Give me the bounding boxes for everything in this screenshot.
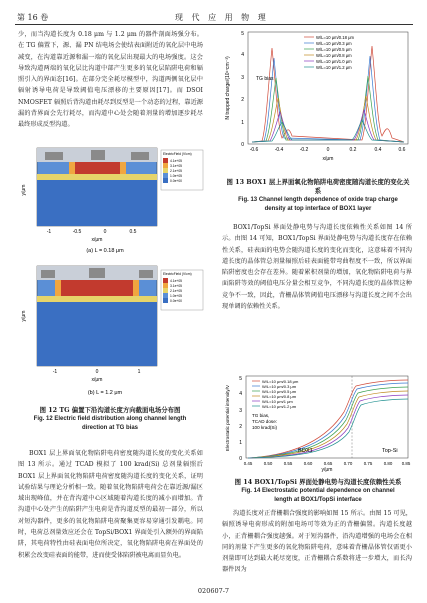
x-tick: 0.2 <box>349 147 357 153</box>
legend-value: 4.1e+05 <box>170 159 183 163</box>
x-tick: 0.55 <box>283 461 293 466</box>
legend-entry: W/L=10 μm/0.5 μm <box>316 47 352 52</box>
legend-entry: W/L=10 μm/0.8 μm <box>262 394 297 399</box>
legend-entry: W/L=10 μm/1.2 μm <box>316 65 352 70</box>
y-tick: 1 <box>239 440 242 446</box>
running-header <box>15 10 413 25</box>
legend-entry: W/L=10 μm/0.8 μm <box>316 53 352 58</box>
y-tick: 0 <box>239 456 242 462</box>
journal-title: 现 代 应 用 物 理 <box>175 13 269 22</box>
x-tick: -0.6 <box>249 147 259 153</box>
annotation-line: TCAD dose: <box>252 419 278 424</box>
paragraph: 少，而当沟道长度为 0.18 μm 与 1.2 μm 的器件剖面场强分布。在 TG 偏置下，源、漏 PN 结电场会使结表面附近的氧化层中电场减变，在沟道靠近源和漏一端的氧化层出现最大的电场强度。这会导致沟道两端的氧化层比沟道中部产生更多的氧化层陷阱电荷和辐照引入的界面态[16]。在部分完全耗尽模型中，沟道两侧氧化层中辐射诱导电荷是导致阈值电压漂移的主要原因[17]。而 DSOI NMOSFET 辐照后背沟道由耗尽到反型是一个动态的过程，靠近源漏的背界面会先行耗尽，而沟道中心处会随着剂量的增加逐步耗尽最终形成反型沟道。 <box>18 31 203 129</box>
x-tick: 0 <box>103 229 107 235</box>
y-tick: 1 <box>241 120 244 126</box>
legend-entry: W/L=10 μm/1 μm <box>262 399 293 404</box>
x-tick: -0.5 <box>72 229 82 235</box>
legend-title: ElectricField (V/cm) <box>163 272 192 276</box>
legend-value: 1.0e+05 <box>170 174 183 178</box>
y-axis-label: y/μm <box>21 310 27 322</box>
legend-value: 0.0e+00 <box>170 179 183 183</box>
legend-entry: W/L=10 μm/0.3 μm <box>262 384 297 389</box>
figure-13 <box>222 28 414 218</box>
x-tick: 0.45 <box>243 461 253 466</box>
panel-label: (b) L = 1.2 μm <box>87 390 123 396</box>
right-column-mid-text <box>222 222 412 312</box>
figure-14-caption-en-2: length at BOX1/TopSi interface <box>274 497 362 503</box>
x-tick: -1 <box>46 229 52 235</box>
annotation-line: 100 krad(Si) <box>252 425 278 430</box>
y-axis-label: y/μm <box>21 184 27 196</box>
region-label-topsi: Top-Si <box>382 448 398 454</box>
x-tick: 0.60 <box>303 461 313 466</box>
x-axis-label: y/μm <box>321 467 333 472</box>
x-axis-label: x/μm <box>91 377 103 383</box>
legend-entry: W/L=10 μm/1.2 μm <box>262 404 297 409</box>
y-tick: 4 <box>241 52 244 58</box>
figure-14-caption-cn: 图 14 BOX1/TopSi 界面处静电势与沟道长度依赖性关系 <box>234 478 402 486</box>
x-tick: 0.4 <box>374 147 382 153</box>
figure-13-caption-en-1: Fig. 13 Channel length dependence of oxide trap charge <box>238 197 398 203</box>
legend-entry: W/L=10 μm/1.0 μm <box>316 59 352 64</box>
figure-12 <box>15 140 205 430</box>
legend-value: 4.1e+05 <box>170 279 183 283</box>
annotation-line: TG bias, <box>252 413 270 418</box>
legend-value: 3.1e+05 <box>170 164 183 168</box>
x-tick: 0.5 <box>129 229 137 235</box>
x-tick: 0.80 <box>383 461 393 466</box>
legend-value: 1.0e+05 <box>170 294 183 298</box>
page-footer: 020607-7 <box>197 587 230 595</box>
figure-13-caption-en-2: density at top interface of BOX1 layer <box>264 206 372 212</box>
fig12-panel-a <box>21 148 203 254</box>
y-tick: 2 <box>239 424 242 430</box>
legend-title: ElectricField (V/cm) <box>163 152 192 156</box>
y-axis-label: Electrostatic potential intensity/V <box>225 384 230 452</box>
legend-value: 2.1e+05 <box>170 169 183 173</box>
y-tick: 3 <box>239 408 242 414</box>
annotation: TG bias <box>256 76 274 82</box>
paragraph: BOX1 层上界面氧化物陷阱电荷密度随沟道长度的变化关系如图 13 所示。通过 TCAD 模拟了 100 krad(Si) 总剂量辐照后 BOX1 层上界面氧化物陷阱电荷密度随沟道长度的变化关系，证明试验结果与理论分析相一致。随着氧化物陷阱电荷会在靠近源/漏区域出现峰值，并在背沟道中心区域随着沟道长度的减小而增加。背沟道中心处产生的陷阱产生电荷是背沟道反型的最初一部分，所以对短沟器件，更多的氧化物陷阱电荷聚集更容易穿通引发耦电。同时，电荷总剂量效应还会在 TopSi/BOX1 界面处引入额外的界面陷阱，其电荷特性由硅表面电位所决定，氧化物陷阱电荷在界面处的积累会改变硅表面的能带，进而使受体陷阱被电离而显负电。 <box>18 450 203 559</box>
figure-12-caption-en: Fig. 12 Electric field distribution along channel length direction at TG bias <box>33 416 187 431</box>
x-tick: 0.70 <box>343 461 353 466</box>
x-tick: -0.4 <box>274 147 284 153</box>
x-tick: 0 <box>95 369 99 375</box>
figure-14-caption-en-1: Fig. 14 Electrostatic potential dependence on channel <box>241 488 395 494</box>
figure-13-caption-cn: 图 13 BOX1 层上界面氧化物陷阱电荷密度随沟道长度的变化关系 <box>226 178 410 195</box>
y-tick: 2 <box>241 97 244 103</box>
legend-entry: W/L=10 μm/0.5 μm <box>262 389 297 394</box>
left-column-top-text <box>18 29 203 131</box>
legend-value: 3.1e+05 <box>170 284 183 288</box>
paragraph: BOX1/TopSi 界面处静电势与沟道长度依赖性关系如图 14 所示。由图 14 可知，BOX1/TopSi 界面处静电势与沟道长度存在依赖性关系，硅表面的电势会随沟道长度的变化而变化，这意味着不同沟道长度的晶体管总剂量辐照后硅表面能带弯曲程度不一致，所以界面陷阱密度也会存在差异。随着累积剂量的增加，氧化物陷阱电荷与界面陷阱等效的阈值电压分量会相互竞争，不同沟道长度的晶体管这种竞争不一致，因此，背栅晶体管阈值电压漂移与沟道长度之间不会出现单调的依赖性关系。 <box>222 224 412 311</box>
panel-label: (a) L = 0.18 μm <box>86 248 124 254</box>
y-tick: 3 <box>241 75 244 81</box>
figure-13-chart <box>222 28 414 168</box>
x-tick: -0.2 <box>299 147 309 153</box>
figure-14-chart <box>222 372 414 472</box>
legend-value: 0.0e+00 <box>170 299 183 303</box>
right-column-bottom-text <box>222 508 412 576</box>
x-axis-label: x/μm <box>91 237 103 243</box>
legend-entry: W/L=10 μm/0.3 μm <box>316 41 352 46</box>
x-tick: 0 <box>326 147 330 153</box>
y-tick: 4 <box>239 391 242 397</box>
x-tick: 1 <box>137 369 141 375</box>
x-tick: 0.75 <box>363 461 373 466</box>
paragraph: 沟道长度对正背栅耦合强度的影响如图 15 所示。由图 15 可见，辐照诱导电荷形成的附加电场可等效为正的背栅偏置。沟道长度越小，正背栅耦合强度越强。对于短沟器件，沿沟道增强的电场会在相同的剂量下产生更多的氧化物陷阱电荷，意味着背栅晶体管仅需更小剂量即可达到最大耗尽宽度，正背栅耦合系数将进一步增大，而长沟器件因为 <box>222 510 412 574</box>
x-tick: -1 <box>52 369 58 375</box>
legend-value: 2.1e+05 <box>170 289 183 293</box>
figure-14 <box>222 372 414 503</box>
region-label-box1: BOX1 <box>298 448 313 454</box>
y-tick: 0 <box>241 142 244 148</box>
y-axis-label: N trapped charge/(10¹⁷cm⁻³) <box>225 56 231 120</box>
y-tick: 5 <box>239 376 242 382</box>
x-tick: 0.6 <box>398 147 406 153</box>
x-tick: 0.85 <box>401 461 411 466</box>
x-axis-label: x/μm <box>322 156 334 162</box>
volume-label: 第 16 卷 <box>17 13 49 22</box>
legend-entry: W/L=10 μm/0.18 μm <box>316 35 354 40</box>
fig12-panel-b <box>21 266 203 396</box>
x-tick: 0.65 <box>323 461 333 466</box>
left-column-bottom-text <box>18 448 203 561</box>
figure-12-caption-cn: 图 12 TG 偏置下沿沟道长度方向截面电场分布图 <box>39 406 181 414</box>
legend-entry: W/L=10 μm/0.18 μm <box>262 379 299 384</box>
x-tick: 0.50 <box>263 461 273 466</box>
y-tick: 5 <box>241 31 244 37</box>
figure-12-plots <box>15 140 205 402</box>
